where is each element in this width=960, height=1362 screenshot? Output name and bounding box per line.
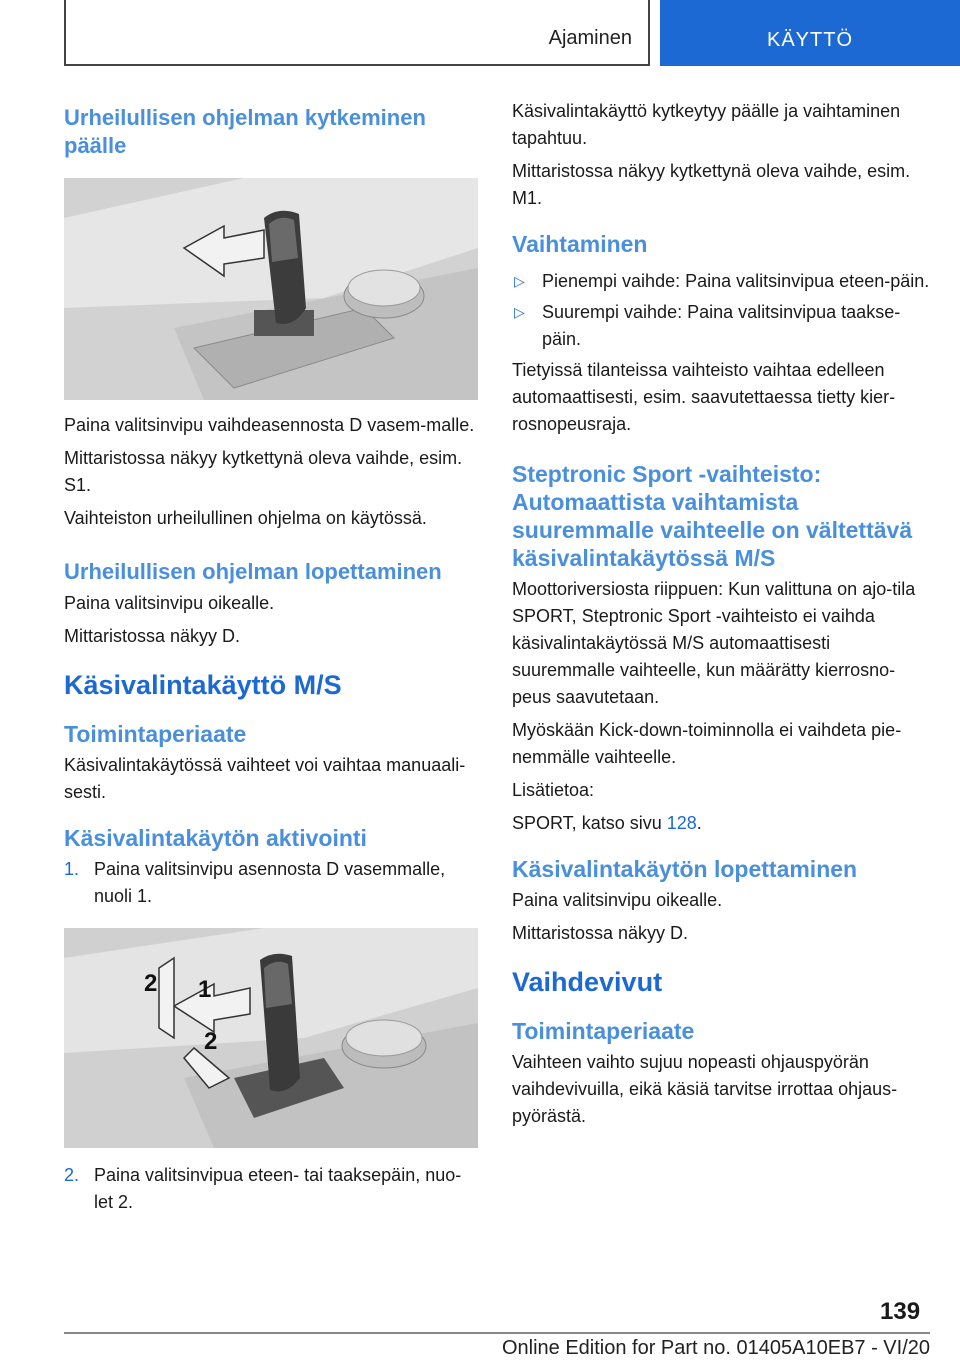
page-link-128[interactable]: 128 xyxy=(666,813,697,833)
footer-edition: Online Edition for Part no. 01405A10EB7 - VI/20 xyxy=(501,1337,930,1359)
heading-principle-paddles: Toimintaperiaate xyxy=(512,1018,695,1044)
right-column xyxy=(512,98,930,1136)
figure-selector-lever-left xyxy=(64,178,478,400)
paragraph-manual-2: Mittaristossa näkyy kytkettynä oleva vaihde, esim. M1. xyxy=(512,161,911,208)
bullet-lower-gear-text: Pienempi vaihde: Paina valitsinvipua eteen-päin. xyxy=(542,271,930,291)
figure-label-1: 1 xyxy=(198,976,212,1003)
reference-text: SPORT, katso sivu xyxy=(512,813,667,833)
reference-end: . xyxy=(696,813,702,833)
triangle-icon: ▷ xyxy=(514,304,525,320)
paragraph-reference xyxy=(512,810,930,837)
paragraph-shifting: Tietyissä tilanteissa vaihteisto vaihtaa edelleen automaattisesti, esim. saavutettaessa tietty kier-rosnopeusraja. xyxy=(512,360,896,434)
paragraph-sport-on-3: Vaihteiston urheilullinen ohjelma on käytössä. xyxy=(64,508,427,528)
heading-sport-off: Urheilullisen ohjelman lopettaminen xyxy=(64,559,442,584)
paragraph-steptronic-1: Moottoriversiosta riippuen: Kun valittuna on ajo-tila SPORT, Steptronic Sport -vaihteisto ei vaihda käsivalintakäytössä M/S automaattisesti suuremmalle vaihteelle, kun määrätty kierrosno-peus saavutetaan. xyxy=(512,579,916,707)
paragraph-sport-on-1: Paina valitsinvipu vaihdeasennosta D vasem-malle. xyxy=(64,415,475,435)
paragraph-more-info: Lisätietoa: xyxy=(512,780,595,800)
page-number: 139 xyxy=(880,1298,921,1325)
figure-label-2-top: 2 xyxy=(144,970,158,997)
selector-lever-illustration xyxy=(64,178,478,400)
heading-principle: Toimintaperiaate xyxy=(64,721,247,747)
paragraph-sport-off-2: Mittaristossa näkyy D. xyxy=(64,626,241,646)
paragraph-sport-off-1: Paina valitsinvipu oikealle. xyxy=(64,593,275,613)
step-1-text: Paina valitsinvipu asennosta D vasemmalle, nuoli 1. xyxy=(94,859,446,906)
section-title: Ajaminen xyxy=(548,27,632,49)
paragraph-deactivate-1: Paina valitsinvipu oikealle. xyxy=(512,890,723,910)
heading-activate: Käsivalintakäytön aktivointi xyxy=(64,825,367,851)
paragraph-manual-1: Käsivalintakäyttö kytkeytyy päälle ja vaihtaminen tapahtuu. xyxy=(512,101,901,148)
figure-selector-lever-manual xyxy=(64,928,478,1148)
chapter-tab[interactable] xyxy=(660,0,960,66)
paragraph-sport-on-2: Mittaristossa näkyy kytkettynä oleva vaihde, esim. S1. xyxy=(64,448,463,495)
paragraph-steptronic-2: Myöskään Kick-down-toiminnolla ei vaihdeta pie-nemmälle vaihteelle. xyxy=(512,720,902,767)
manual-shift-illustration xyxy=(64,928,478,1148)
bullet-higher-gear-text: Suurempi vaihde: Paina valitsinvipua taakse-päin. xyxy=(542,302,901,349)
heading-shifting: Vaihtaminen xyxy=(512,231,648,257)
triangle-icon: ▷ xyxy=(514,273,525,289)
step-1-number: 1. xyxy=(64,859,80,879)
bullet-higher-gear xyxy=(512,299,930,353)
heading-sport-on: Urheilullisen ohjelman kytkeminen päälle xyxy=(64,105,426,158)
header-bar xyxy=(64,0,650,66)
footer-divider xyxy=(64,1332,930,1334)
paragraph-paddles: Vaihteen vaihto sujuu nopeasti ohjauspyörän vaihdevivuilla, eikä käsiä tarvitse irrottaa ohjaus-pyörästä. xyxy=(512,1052,898,1126)
step-2 xyxy=(64,1162,478,1216)
step-1 xyxy=(64,856,478,910)
heading-deactivate: Käsivalintakäytön lopettaminen xyxy=(512,856,858,882)
heading-paddles: Vaihdevivut xyxy=(512,967,663,997)
chapter-title: KÄYTTÖ xyxy=(766,29,853,51)
figure-label-2-bottom: 2 xyxy=(204,1028,218,1055)
left-column xyxy=(64,98,478,1220)
step-2-number: 2. xyxy=(64,1165,80,1185)
step-2-text: Paina valitsinvipua eteen- tai taaksepäin, nuo-let 2. xyxy=(94,1165,462,1212)
heading-steptronic: Steptronic Sport -vaihteisto: Automaattista vaihtamista suuremmalle vaihteelle on vältettävä käsivalintakäytössä M/S xyxy=(512,461,913,571)
paragraph-principle: Käsivalintakäytössä vaihteet voi vaihtaa manuaali-sesti. xyxy=(64,755,466,802)
paragraph-deactivate-2: Mittaristossa näkyy D. xyxy=(512,923,689,943)
heading-manual-mode: Käsivalintakäyttö M/S xyxy=(64,670,342,700)
bullet-lower-gear xyxy=(512,268,930,295)
